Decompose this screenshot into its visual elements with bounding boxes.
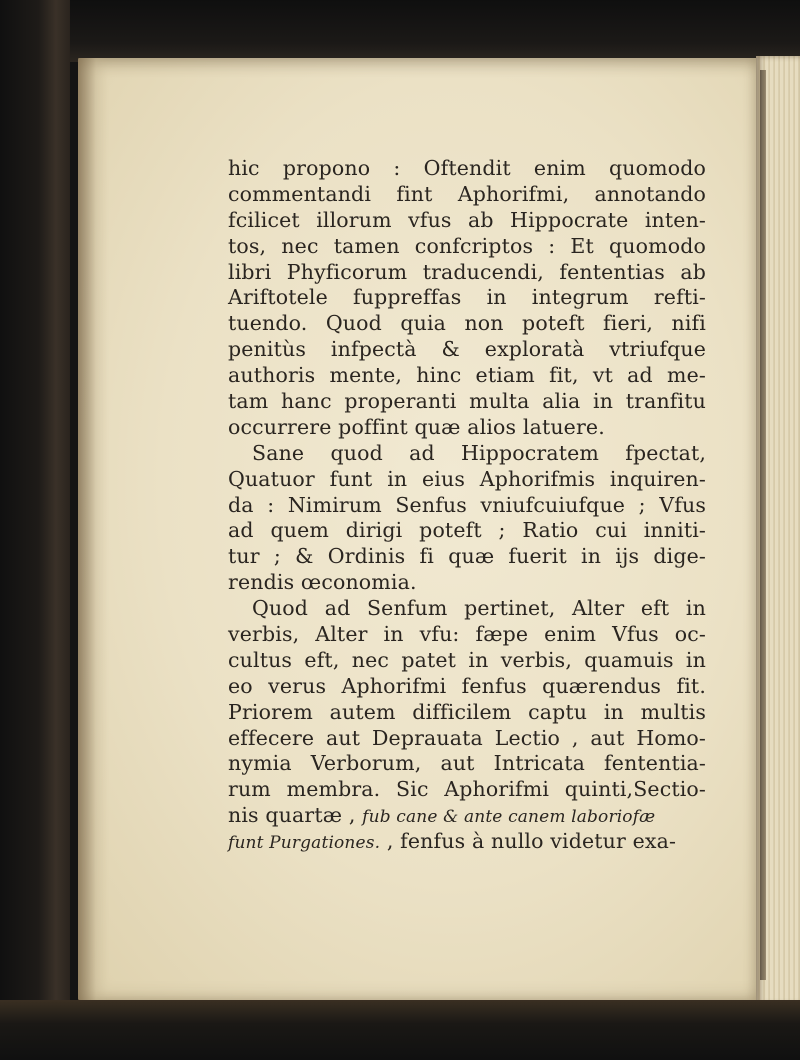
text-line: Ariftotele fuppreffas in integrum refti- [228,285,706,310]
text-line: verbis, Alter in vfu: fæpe enim Vfus oc- [228,622,706,647]
text-line: Sane quod ad Hippocratem fpectat, [252,440,706,465]
text-line: tos, nec tamen confcriptos : Et quomodo [228,233,706,258]
text-line: da : Nimirum Senfus vniufcuiufque ; Vfus [228,492,706,517]
text-line: commentandi fint Aphorifmi, annotando [228,181,706,206]
text-line-mixed [228,803,706,829]
text-line: hic propono : Oftendit enim quomodo [228,156,706,180]
body-text [228,156,708,855]
text-line: ad quem dirigi poteft ; Ratio cui inniti- [228,518,706,543]
text-line: Quod ad Senfum pertinet, Alter eft in [252,596,706,621]
text-line: eo verus Aphorifmi fenfus quærendus fit. [228,673,706,698]
text-line: tam hanc properanti multa alia in tranfitu [228,389,706,414]
italic-quote: funt Purgationes. [228,833,381,854]
text-line: rendis œconomia. [228,570,417,595]
text-line: fcilicet illorum vfus ab Hippocrate inten- [228,207,706,232]
book-binding [0,0,70,1060]
text-line-mixed [228,829,706,855]
text-line: effecere aut Deprauata Lectio , aut Homo- [228,725,706,750]
text-segment: nis quartæ , [228,803,356,828]
text-line: occurrere poffint quæ alios latuere. [228,414,605,439]
leaf-edge-shadow [760,70,766,980]
text-line: libri Phyficorum traducendi, fententias ab [228,259,706,284]
text-line: rum membra. Sic Aphorifmi quinti,Sectio- [228,777,706,802]
text-line: penitùs infpectà & exploratà vtriufque [228,337,706,362]
text-segment: , fenfus à nullo videtur exa- [386,829,677,854]
text-line: Quatuor funt in eius Aphorifmis inquiren- [228,466,706,491]
text-line: cultus eft, nec patet in verbis, quamuis in [228,647,706,672]
bottom-shadow-band [0,1000,800,1060]
text-line: Priorem autem difficilem captu in multis [228,699,706,724]
text-line: nymia Verborum, aut Intricata fententia- [228,751,706,776]
top-shadow-band [0,0,800,62]
italic-quote: fub cane & ante canem laboriofæ [362,807,656,828]
text-line: authoris mente, hinc etiam fit, vt ad me- [228,363,706,388]
text-line: tur ; & Ordinis fi quæ fuerit in ijs dige- [228,544,706,569]
page-gutter-shadow [78,58,108,1000]
text-line: tuendo. Quod quia non poteft fieri, nifi [228,311,706,336]
